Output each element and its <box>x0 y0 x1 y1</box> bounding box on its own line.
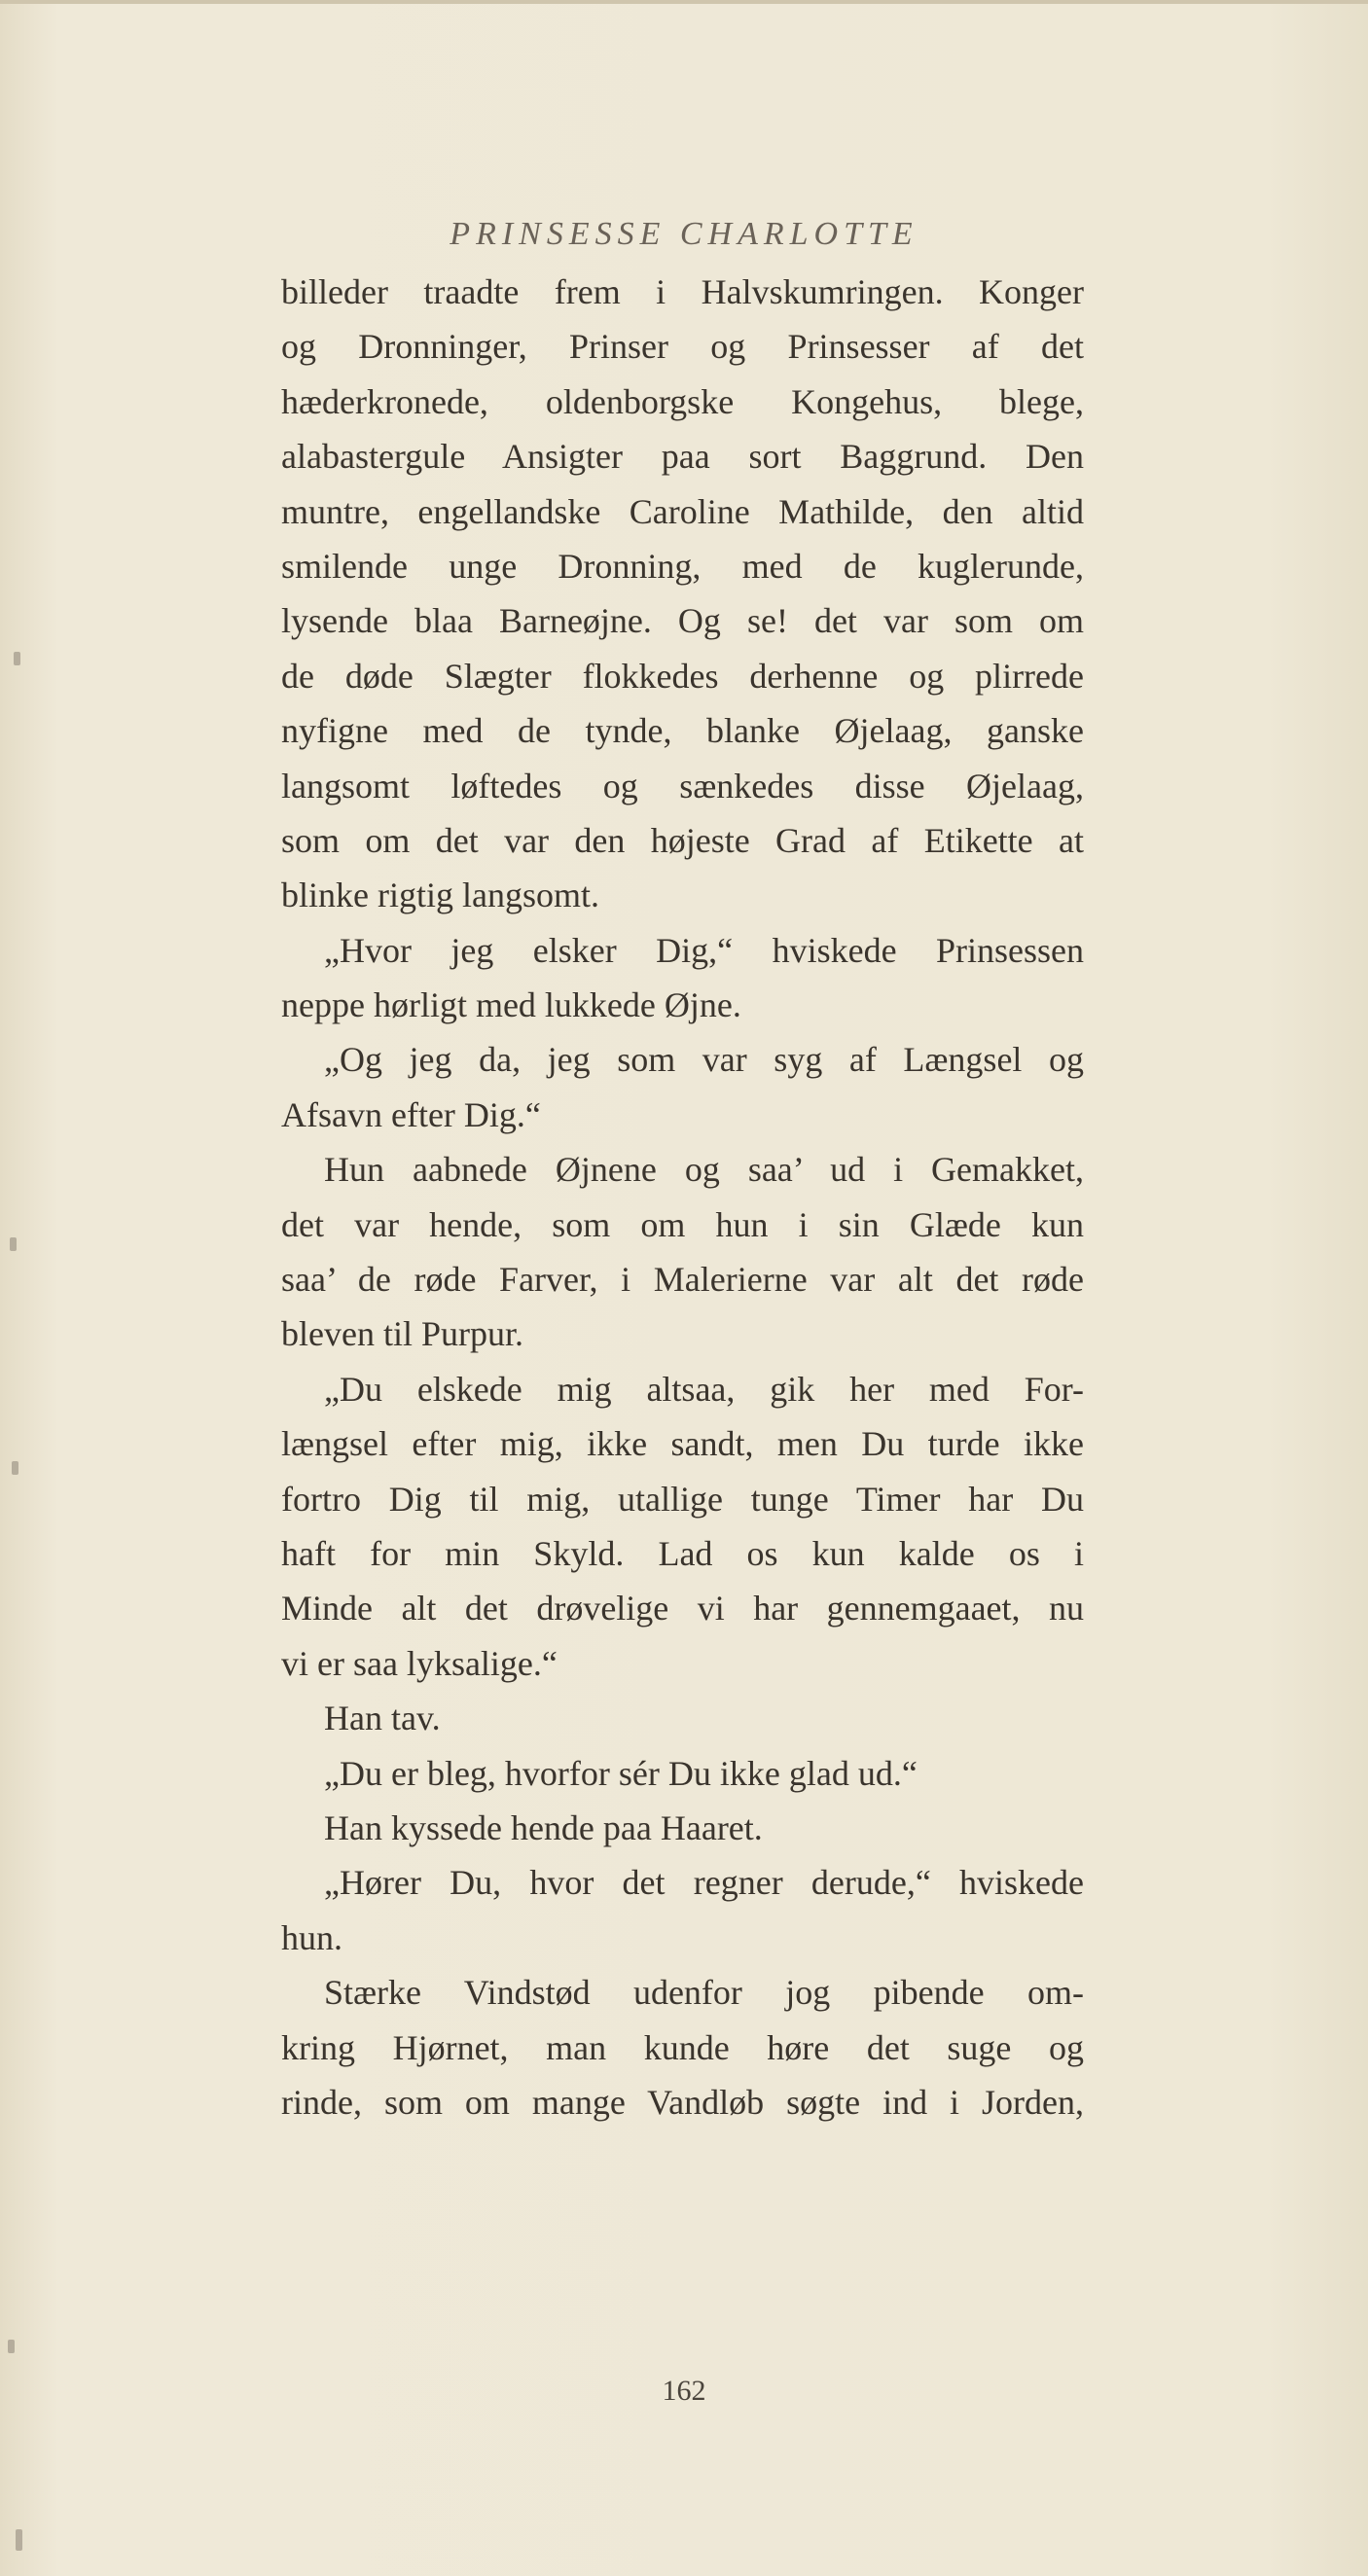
text-line: blinke rigtig langsomt. <box>281 876 599 915</box>
margin-speck <box>12 1461 18 1475</box>
text-line: saa’ de røde Farver, i Malerierne var alt det røde <box>281 1260 1084 1300</box>
text-line: „Og jeg da, jeg som var syg af Længsel og <box>324 1040 1084 1080</box>
text-line: Stærke Vindstød udenfor jog pibende om- <box>324 1973 1084 2013</box>
text-line: langsomt løftedes og sænkedes disse Øjelaag, <box>281 766 1084 805</box>
text-line: neppe hørligt med lukkede Øjne. <box>281 985 741 1025</box>
running-head: PRINSESSE CHARLOTTE <box>450 216 918 252</box>
margin-speck <box>16 2529 22 2551</box>
margin-speck <box>14 652 20 665</box>
text-line: de døde Slægter flokkedes derhenne og plirrede <box>281 656 1084 696</box>
text-line: som om det var den højeste Grad af Etikette at <box>281 820 1084 860</box>
text-line: „Du er bleg, hvorfor sér Du ikke glad ud.“ <box>324 1753 918 1793</box>
text-line: fortro Dig til mig, utallige tunge Timer har Du <box>281 1479 1084 1519</box>
text-line: hun. <box>281 1917 342 1957</box>
top-edge-rule <box>0 0 1368 4</box>
page-number: 162 <box>662 2375 706 2407</box>
text-line: Hun aabnede Øjnene og saa’ ud i Gemakket, <box>324 1150 1084 1190</box>
text-line: kring Hjørnet, man kunde høre det suge og <box>281 2027 1084 2067</box>
text-line: nyfigne med de tynde, blanke Øjelaag, ganske <box>281 711 1084 751</box>
text-line: Han kyssede hende paa Haaret. <box>324 1807 763 1847</box>
text-line: Han tav. <box>324 1699 441 1738</box>
text-line: bleven til Purpur. <box>281 1314 523 1354</box>
text-line: haft for min Skyld. Lad os kun kalde os i <box>281 1533 1084 1573</box>
text-line: det var hende, som om hun i sin Glæde kun <box>281 1204 1084 1244</box>
text-line: billeder traadte frem i Halvskumringen. Konger <box>281 272 1084 311</box>
text-line: „Hører Du, hvor det regner derude,“ hviskede <box>324 1863 1084 1903</box>
text-line: Afsavn efter Dig.“ <box>281 1094 541 1134</box>
text-line: vi er saa lyksalige.“ <box>281 1643 558 1683</box>
text-line: hæderkronede, oldenborgske Kongehus, blege, <box>281 381 1084 421</box>
margin-speck <box>10 1237 17 1251</box>
text-line: rinde, som om mange Vandløb søgte ind i Jorden, <box>281 2082 1084 2122</box>
text-line: længsel efter mig, ikke sandt, men Du turde ikke <box>281 1424 1084 1464</box>
text-line: lysende blaa Barneøjne. Og se! det var som om <box>281 601 1084 641</box>
text-line: Minde alt det drøvelige vi har gennemgaaet, nu <box>281 1589 1084 1628</box>
text-line: „Hvor jeg elsker Dig,“ hviskede Prinsessen <box>324 930 1084 970</box>
text-line: og Dronninger, Prinser og Prinsesser af det <box>281 327 1084 367</box>
margin-speck <box>8 2340 15 2353</box>
text-line: smilende unge Dronning, med de kuglerunde, <box>281 546 1084 586</box>
text-line: alabastergule Ansigter paa sort Baggrund. Den <box>281 437 1084 477</box>
text-line: muntre, engellandske Caroline Mathilde, den altid <box>281 491 1084 531</box>
text-line: „Du elskede mig altsaa, gik her med For- <box>324 1369 1084 1409</box>
body-text <box>281 265 1084 2129</box>
